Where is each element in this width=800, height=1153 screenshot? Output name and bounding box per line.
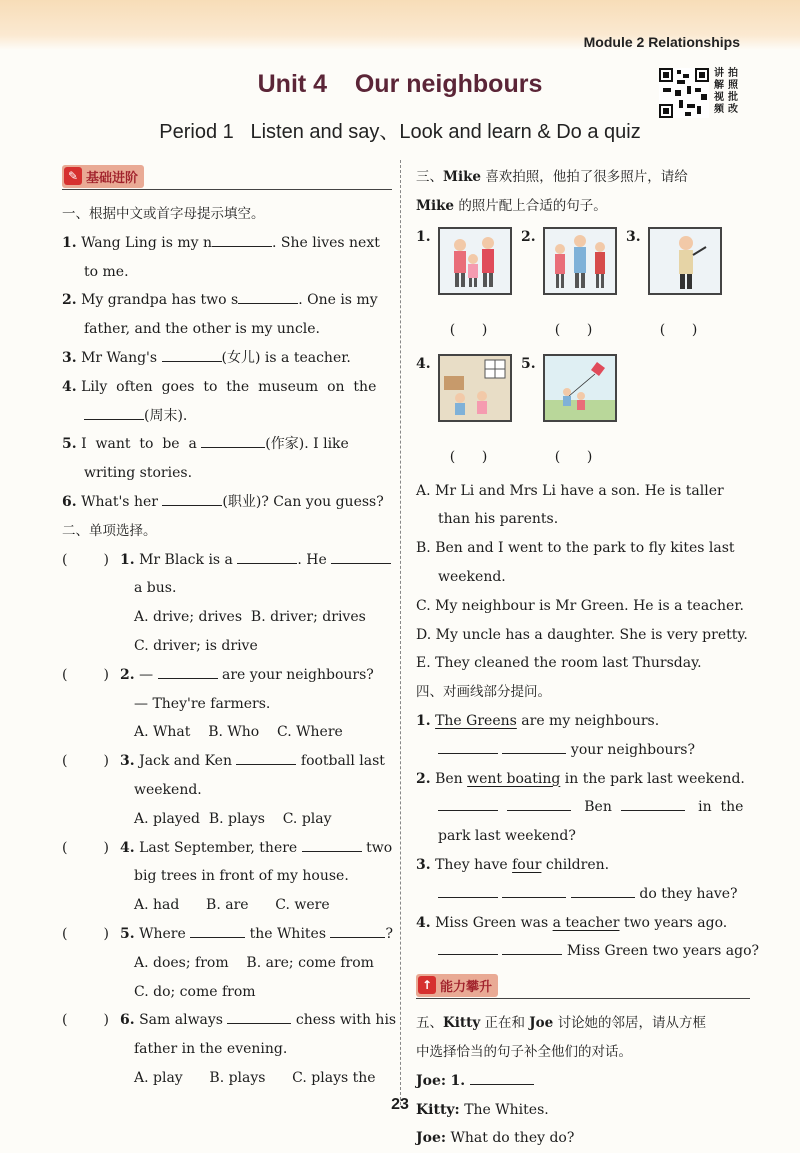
tall-son-photo (543, 227, 617, 295)
answer-blank[interactable] (502, 940, 562, 955)
question-cont: weekend. (134, 781, 202, 798)
answer-blank[interactable] (201, 433, 265, 448)
mc-options: A. does; from B. are; come from (134, 954, 374, 971)
answer-blank[interactable] (302, 837, 362, 852)
answer-blank[interactable] (238, 289, 298, 304)
part2-heading: 二、单项选择。 (62, 522, 157, 539)
teacher-photo (648, 227, 722, 295)
question-answer: Miss Green two years ago? (416, 937, 750, 966)
question: 4. Lily often goes to the museum on the (62, 378, 377, 395)
option-e: E. They cleaned the room last Thursday. (416, 655, 702, 672)
mc-question: ( ) 5. Where the Whites ? (62, 920, 392, 949)
answer-paren[interactable]: ( ) (554, 448, 593, 465)
answer-blank[interactable] (84, 405, 144, 420)
part1-heading: 一、根据中文或首字母提示填空。 (62, 206, 265, 222)
question-cont: park last weekend? (438, 828, 576, 845)
family-three-photo (438, 227, 512, 295)
option-d: D. My uncle has a daughter. She is very pretty. (416, 626, 748, 643)
question: 4. Miss Green was a teacher two years ago. (416, 914, 728, 931)
photo-row (416, 354, 750, 449)
answer-blank[interactable] (162, 491, 222, 506)
column-divider (400, 160, 401, 1105)
question: 1. The Greens are my neighbours. (416, 712, 660, 729)
answer-paren[interactable]: ( ) (449, 448, 488, 465)
page-number: 23 (391, 1096, 409, 1113)
flying-kites-photo (543, 354, 617, 422)
answer-blank[interactable] (236, 750, 296, 765)
photo-item (416, 227, 521, 295)
part3-heading: 三、Mike 喜欢拍照，他拍了很多照片，请给 (416, 169, 688, 185)
dialogue-line: Joe: 1. (416, 1067, 750, 1096)
question-answer: Ben in the (416, 793, 750, 822)
answer-blank[interactable] (502, 883, 566, 898)
part3-heading-cont: Mike 的照片配上合适的句子。 (416, 197, 607, 214)
part5-heading-cont: 中选择恰当的句子补全他们的对话。 (416, 1043, 632, 1060)
part4-heading: 四、对画线部分提问。 (416, 684, 551, 701)
answer-blank[interactable] (438, 796, 498, 811)
pen-icon: ✎ (64, 167, 82, 185)
photo-number: 4. (416, 355, 431, 372)
photo-item (626, 227, 731, 295)
section-header-basic (62, 163, 392, 190)
question-cont: to me. (84, 263, 129, 280)
mc-question: ( ) 6. Sam always chess with his (62, 1006, 392, 1035)
left-column (62, 163, 397, 1093)
dialogue-line: Joe: What do they do? (416, 1130, 575, 1147)
mc-options: C. do; come from (134, 983, 256, 1000)
option-b: B. Ben and I went to the park to fly kites last (416, 540, 735, 557)
photo-number: 5. (521, 355, 536, 372)
answer-paren[interactable]: ( ) (449, 321, 488, 338)
qr-label: 讲 拍 解 照 视 批 频 改 (714, 68, 738, 115)
section-badge: ✎ 基础进阶 (62, 165, 144, 188)
photo-item (521, 354, 626, 422)
answer-blank[interactable] (502, 739, 566, 754)
answer-blank[interactable] (158, 664, 218, 679)
option-c: C. My neighbour is Mr Green. He is a teacher. (416, 597, 744, 614)
unit-title: Unit 4 Our neighbours (257, 70, 543, 98)
answer-blank[interactable] (438, 883, 498, 898)
option-a: A. Mr Li and Mrs Li have a son. He is taller (416, 482, 724, 499)
answer-blank[interactable] (331, 549, 391, 564)
answer-blank[interactable] (571, 883, 635, 898)
cleaning-room-photo (438, 354, 512, 422)
mc-question: ( ) 1. Mr Black is a . He (62, 546, 392, 575)
section-badge: ↑ 能力攀升 (416, 974, 498, 997)
question: 2. My grandpa has two s . One is my (62, 286, 392, 315)
question-cont: big trees in front of my house. (134, 868, 349, 885)
dialogue-line: Kitty: The Whites. (416, 1101, 549, 1118)
question-answer: your neighbours? (416, 736, 750, 765)
mc-question: ( ) 2. — are your neighbours? (62, 661, 392, 690)
mc-options: A. What B. Who C. Where (134, 724, 343, 741)
question: 6. What's her (职业)? Can you guess? (62, 488, 392, 517)
question-cont: (周末). (62, 402, 392, 431)
mc-question: ( ) 4. Last September, there two (62, 834, 392, 863)
answer-blank[interactable] (330, 923, 385, 938)
question: 5. I want to be a (作家). I like (62, 430, 392, 459)
answer-blank[interactable] (212, 232, 272, 247)
part5-heading: 五、Kitty 正在和 Joe 讨论她的邻居，请从方框 (416, 1015, 707, 1032)
answer-blank[interactable] (621, 796, 685, 811)
section-header-advanced (416, 972, 750, 999)
answer-blank[interactable] (237, 549, 297, 564)
ability-icon: ↑ (418, 976, 436, 994)
answer-blank[interactable] (470, 1070, 534, 1085)
mc-options: A. drive; drives B. driver; drives (134, 609, 366, 626)
answer-blank[interactable] (438, 739, 498, 754)
question-cont: — They're farmers. (134, 695, 271, 712)
module-label: Module 2 Relationships (583, 34, 740, 50)
answer-paren[interactable]: ( ) (554, 321, 593, 338)
photo-item (521, 227, 626, 295)
answer-blank[interactable] (507, 796, 571, 811)
question: 3. Mr Wang's (女儿) is a teacher. (62, 344, 392, 373)
right-column (416, 163, 760, 1153)
mc-options: A. played B. plays C. play (134, 810, 332, 827)
option-cont: than his parents. (438, 511, 559, 528)
mc-options: C. driver; is drive (134, 637, 258, 654)
qr-code-icon[interactable] (659, 68, 709, 118)
answer-blank[interactable] (227, 1009, 291, 1024)
question: 3. They have four children. (416, 856, 610, 873)
mc-options: A. play B. plays C. plays the (134, 1069, 376, 1086)
question-cont: father in the evening. (134, 1041, 288, 1058)
answer-blank[interactable] (438, 940, 498, 955)
question-cont: writing stories. (84, 465, 193, 482)
photo-row (416, 227, 750, 322)
mc-question: ( ) 3. Jack and Ken football last (62, 747, 392, 776)
answer-blank[interactable] (162, 347, 222, 362)
period-subtitle: Period 1 Listen and say、Look and learn & Do a quiz (159, 121, 641, 143)
question-cont: father, and the other is my uncle. (84, 321, 320, 338)
question: 2. Ben went boating in the park last weekend. (416, 770, 745, 787)
photo-answer-row (416, 322, 750, 350)
photo-item (416, 354, 521, 422)
answer-blank[interactable] (190, 923, 245, 938)
photo-number: 3. (626, 228, 641, 245)
question-answer: do they have? (416, 880, 750, 909)
photo-number: 1. (416, 228, 431, 245)
option-cont: weekend. (438, 568, 506, 585)
question: 1. Wang Ling is my n . She lives next (62, 229, 392, 258)
answer-paren[interactable]: ( ) (659, 321, 698, 338)
mc-options: A. had B. are C. were (134, 897, 330, 914)
photo-number: 2. (521, 228, 536, 245)
photo-answer-row (416, 449, 750, 477)
question-cont: a bus. (134, 580, 177, 597)
